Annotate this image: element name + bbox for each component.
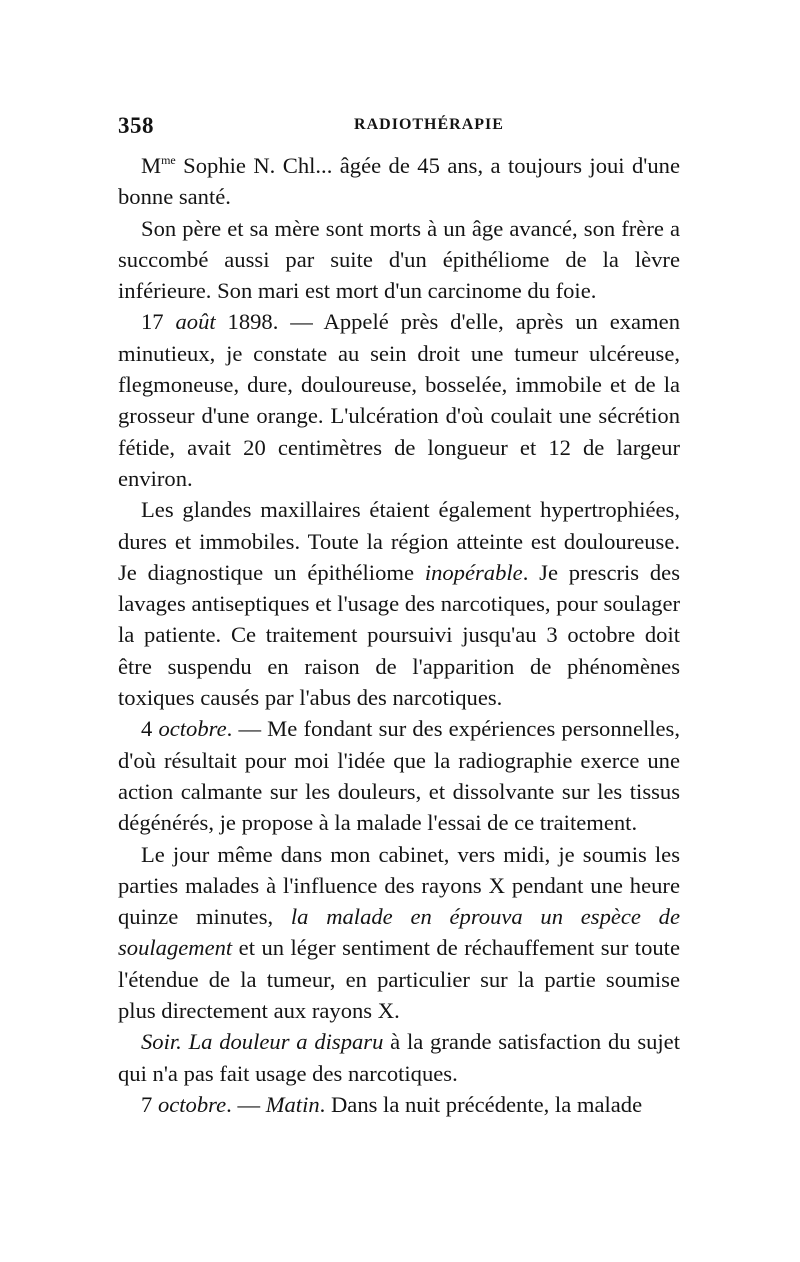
- paragraph-text: . — Me fondant sur des expériences personnelles, d'où résultait pour moi l'idée que la radiographie exerce une action calmante sur les douleurs, et dissolvante sur les tissus dégénérés, je propose à la malade l'essai de ce traitement.: [118, 716, 680, 836]
- paragraph-family-history: [118, 213, 680, 307]
- paragraph-text: Le jour même dans mon cabinet, vers midi, je soumis les parties malades à l'influence des rayons X pendant une heure quinze minutes,: [118, 841, 680, 930]
- paragraph-evening: [118, 1026, 680, 1089]
- title-superscript: me: [161, 153, 176, 167]
- date-month: août: [175, 309, 216, 335]
- emphasis-text: Matin: [265, 1091, 320, 1117]
- emphasis-text: inopérable: [424, 559, 523, 585]
- emphasis-text: Soir. La douleur a disparu: [141, 1029, 384, 1055]
- paragraph-text: . Je prescris des lavages antiseptiques et l'usage des narcotiques, pour soulager la patiente. Ce traitement poursuivi jusqu'au 3 octobre doit être suspendu en raison de l'apparition de phénomènes toxiques causés par l'abus des narcotiques.: [118, 559, 681, 711]
- date-day: 17: [141, 309, 176, 335]
- page-number: 358: [118, 113, 154, 138]
- paragraph-text: Son père et sa mère sont morts à un âge avancé, son frère a succombé aussi par suite d'un épithéliome de la lèvre inférieure. Son mari est mort d'un carcinome du foie.: [118, 215, 680, 304]
- paragraph-text: 1898. — Appelé près d'elle, après un examen minutieux, je constate au sein droit une tumeur ulcéreuse, flegmoneuse, dure, douloureuse, bosselée, immobile et de la grosseur d'une orange. L'ulcération d'où coulait une sécrétion fétide, avait 20 centimètres de longueur et 12 de largeur environ.: [118, 309, 680, 491]
- paragraph-october-7: [118, 1089, 680, 1120]
- paragraph-treatment: [118, 839, 680, 1027]
- paragraph-october-4: [118, 713, 680, 838]
- running-title: RADIOTHÉRAPIE: [354, 116, 504, 133]
- title-abbrev: M: [141, 153, 162, 178]
- page-header: [118, 113, 680, 143]
- paragraph-diagnosis: [118, 494, 680, 713]
- paragraph-august-1898: [118, 306, 680, 494]
- emphasis-text: la malade en éprouva un espèce de soulagement: [118, 904, 681, 961]
- paragraph-text: Sophie N. Chl... âgée de 45 ans, a toujours joui d'une bonne santé.: [118, 153, 680, 210]
- paragraph-text: Les glandes maxillaires étaient également hypertrophiées, dures et immobiles. Toute la région atteinte est douloureuse. Je diagnostique un épithéliome: [118, 497, 680, 585]
- date-month: octobre: [157, 1091, 227, 1117]
- body-text: [118, 150, 680, 1120]
- paragraph-text: à la grande satisfaction du sujet qui n'a pas fait usage des narcotiques.: [118, 1029, 680, 1086]
- punctuation: . —: [226, 1091, 266, 1117]
- paragraph-text: et un léger sentiment de réchauffement sur toute l'étendue de la tumeur, en particulier sur la partie soumise plus directement aux rayons X.: [118, 935, 680, 1024]
- date-day: 4: [141, 716, 159, 742]
- date-day: 7: [141, 1091, 158, 1117]
- date-month: octobre: [158, 716, 227, 742]
- paragraph-text: . Dans la nuit précédente, la malade: [319, 1091, 643, 1117]
- paragraph-patient-intro: [118, 150, 680, 213]
